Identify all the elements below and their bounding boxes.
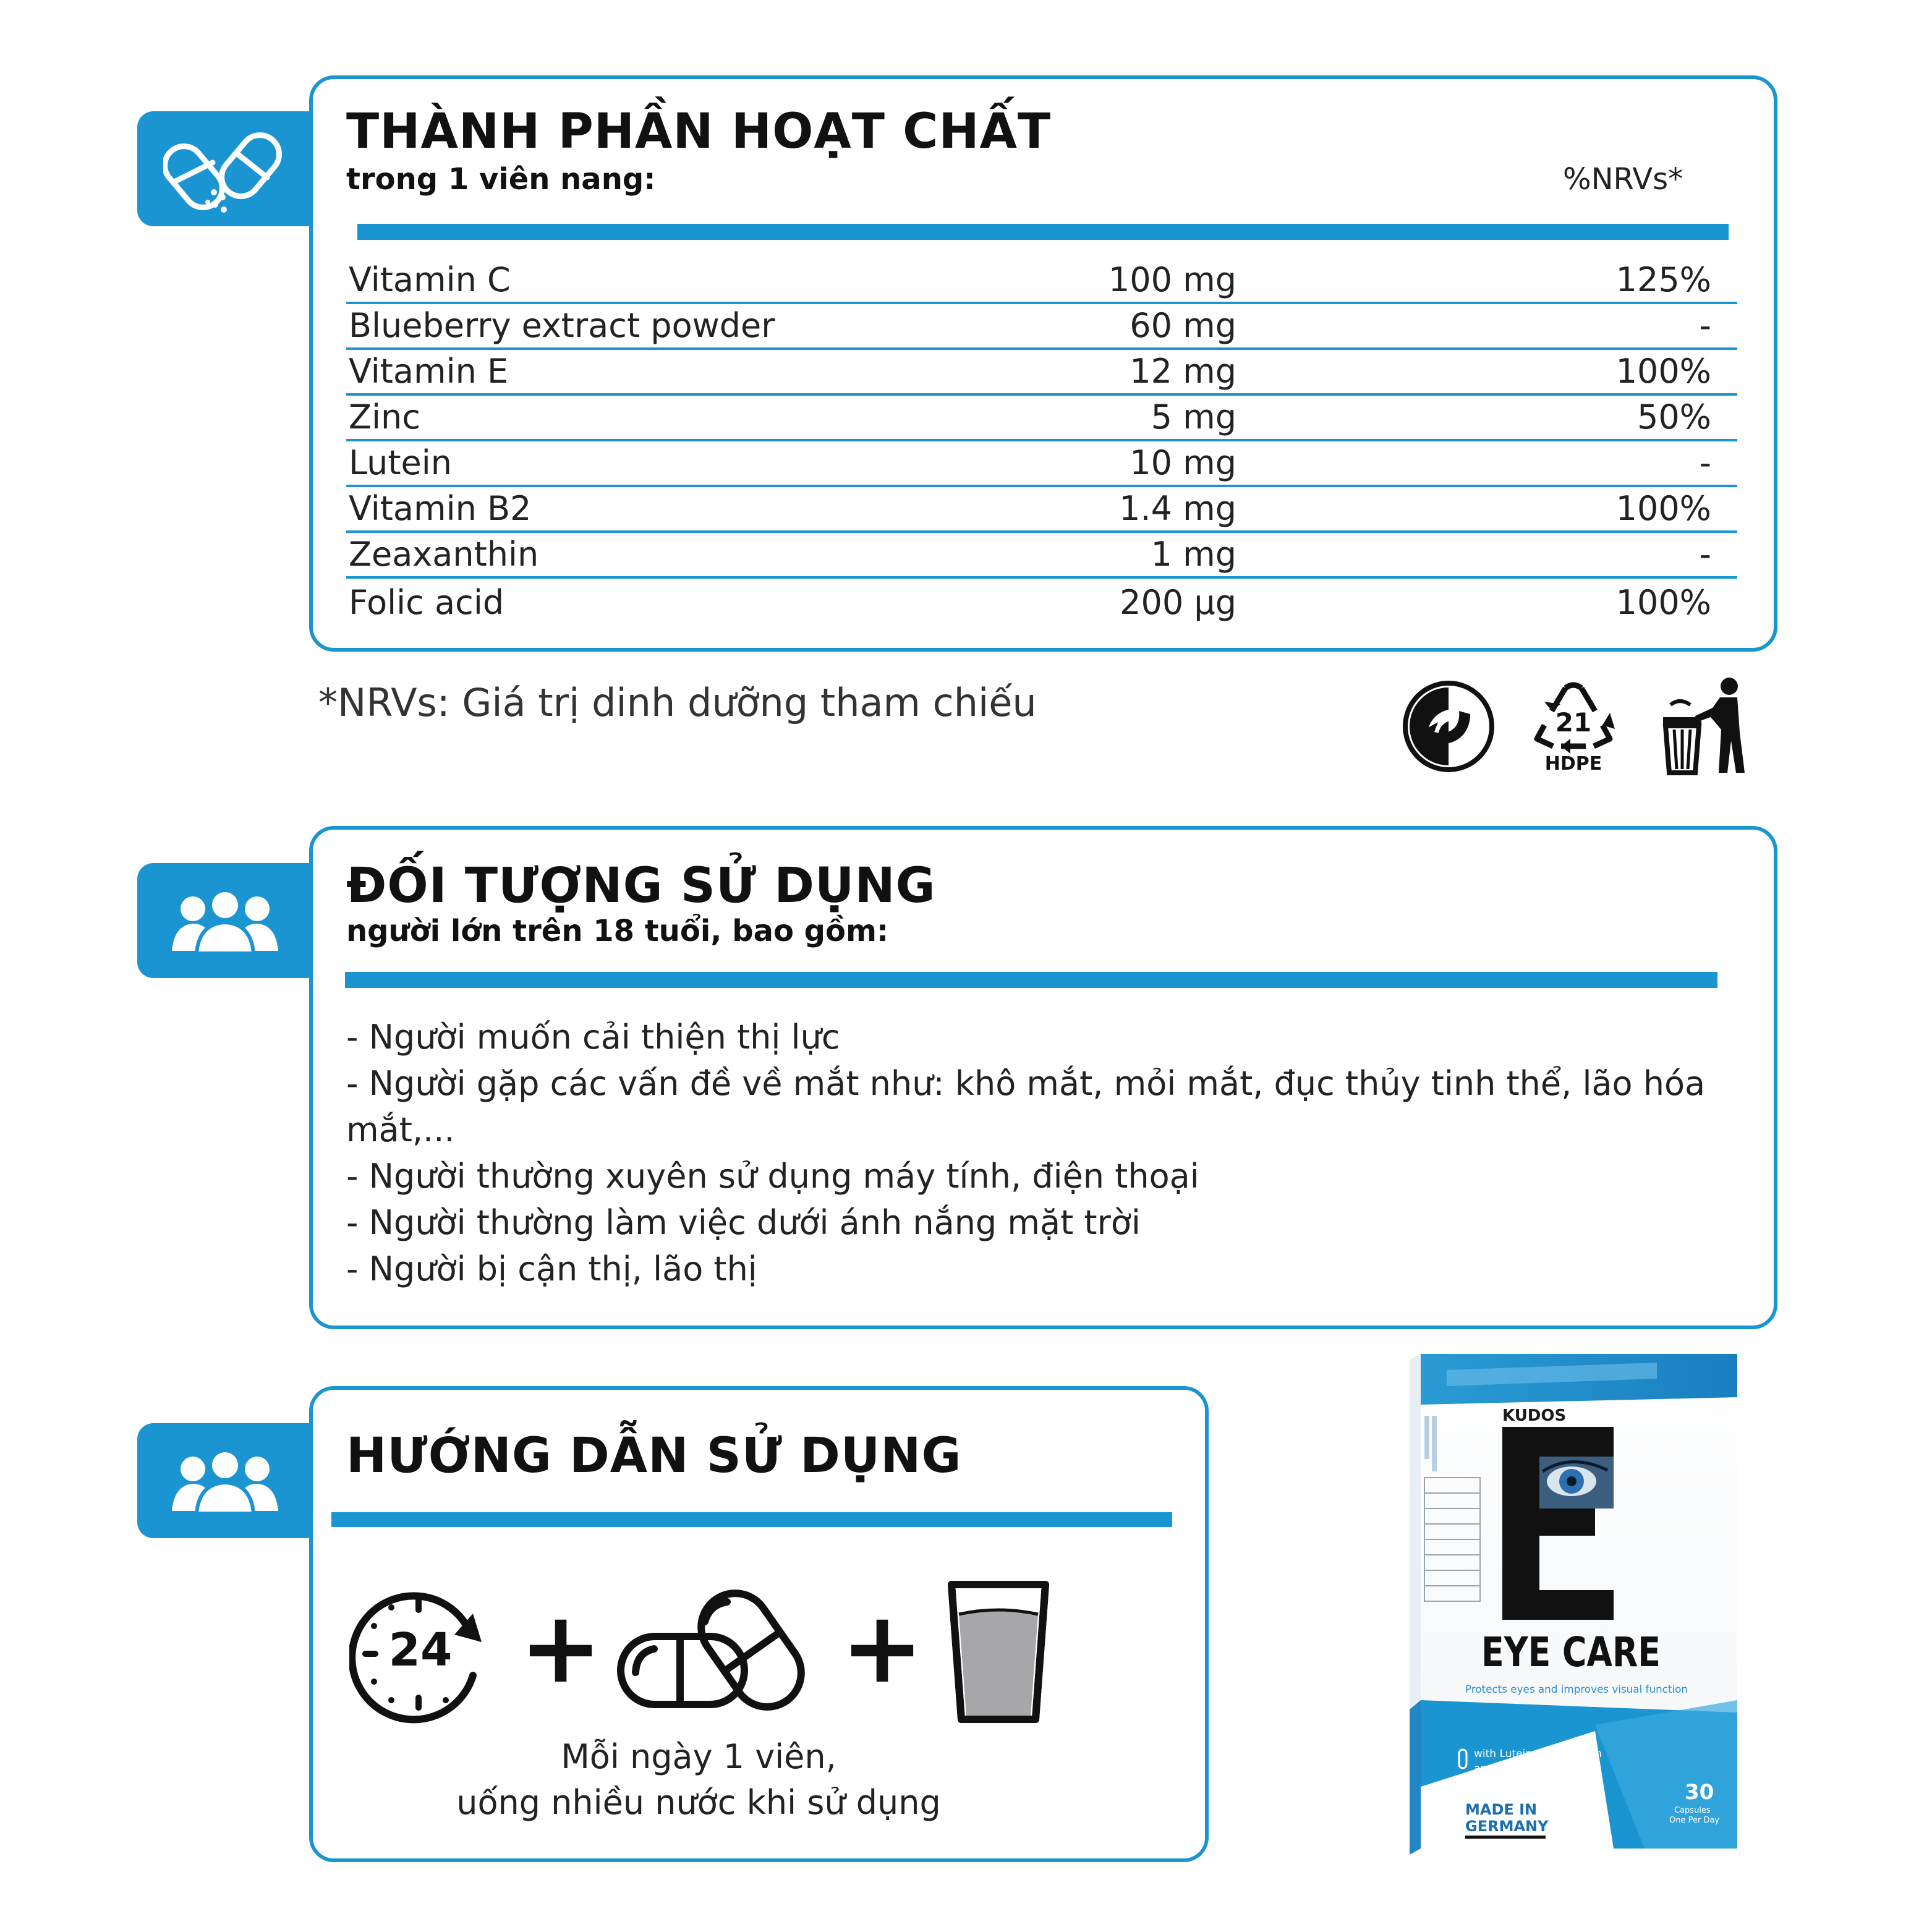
target-users-title: ĐỐI TƯỢNG SỬ DỤNG xyxy=(346,858,936,914)
ingredient-amount: 1 mg xyxy=(1151,535,1236,574)
ingredient-amount: 10 mg xyxy=(1130,443,1236,482)
ingredient-amount: 200 µg xyxy=(1120,583,1236,622)
capsule-count-line-1: Capsules xyxy=(1674,1806,1711,1815)
dose-line-2: uống nhiều nước khi sử dụng xyxy=(456,1783,941,1822)
recycle-hdpe-icon xyxy=(1527,677,1620,776)
clock-label: 24 xyxy=(388,1623,453,1677)
table-row xyxy=(346,304,1737,350)
ingredient-nrv: - xyxy=(1699,535,1711,574)
dose-line-1: Mỗi ngày 1 viên, xyxy=(561,1737,836,1776)
ingredient-name: Vitamin E xyxy=(349,352,509,391)
directions-divider xyxy=(331,1512,1172,1527)
ingredient-name: Vitamin B2 xyxy=(349,489,532,528)
table-row xyxy=(346,579,1737,624)
capsule-count-line-2: One Per Day xyxy=(1669,1816,1720,1825)
ingredient-amount: 60 mg xyxy=(1130,306,1236,345)
directions-title: HƯỚNG DẪN SỬ DỤNG xyxy=(346,1428,962,1484)
table-row xyxy=(346,487,1737,533)
clock-24h-icon xyxy=(349,1583,492,1725)
ingredient-amount: 5 mg xyxy=(1151,398,1236,436)
ingredient-nrv: 125% xyxy=(1615,260,1711,299)
recycle-material: HDPE xyxy=(1544,753,1602,775)
group-users-icon xyxy=(169,1447,281,1515)
list-item: - Người muốn cải thiện thị lực xyxy=(346,1018,840,1057)
nrv-column-header: %NRVs* xyxy=(1563,162,1683,197)
capsule-count: 30 xyxy=(1685,1780,1714,1805)
plus-sign: + xyxy=(841,1589,924,1705)
table-row xyxy=(346,533,1737,579)
water-glass-icon xyxy=(943,1573,1054,1728)
list-item: - Người thường làm việc dưới ánh nắng mặt trời xyxy=(346,1203,1141,1242)
ingredient-name: Lutein xyxy=(349,443,452,482)
ingredient-name: Zinc xyxy=(349,398,420,436)
ingredients-subtitle: trong 1 viên nang: xyxy=(346,162,656,197)
tidyman-bin-icon xyxy=(1652,674,1751,779)
ingredient-nrv: - xyxy=(1699,443,1711,482)
product-with-line-1: with Lutein , Zeaxanthin xyxy=(1474,1748,1602,1760)
ingredient-nrv: 100% xyxy=(1615,352,1711,391)
ingredients-divider xyxy=(357,224,1729,240)
ingredient-name: Blueberry extract powder xyxy=(349,306,775,345)
ingredient-nrv: 100% xyxy=(1615,583,1711,622)
plus-sign: + xyxy=(519,1589,603,1705)
ingredient-nrv: 100% xyxy=(1615,489,1711,528)
table-row xyxy=(346,258,1737,304)
made-in-line-2: GERMANY xyxy=(1465,1818,1549,1835)
ingredients-title: THÀNH PHẦN HOẠT CHẤT xyxy=(346,104,1052,160)
ingredient-nrv: 50% xyxy=(1636,398,1711,436)
ingredient-amount: 12 mg xyxy=(1130,352,1236,391)
users-tab xyxy=(137,863,313,978)
group-users-icon xyxy=(169,887,281,955)
ingredients-table xyxy=(346,258,1737,624)
product-with-line-2: and Blueberry extract xyxy=(1474,1763,1589,1775)
list-item: - Người bị cận thị, lão thị xyxy=(346,1249,757,1288)
list-item: - Người gặp các vấn đề về mắt như: khô mắt, mỏi mắt, đục thủy tinh thể, lão hóa mắt,... xyxy=(346,1064,1706,1149)
product-name: EYE CARE xyxy=(1481,1628,1661,1676)
capsule-tab xyxy=(137,111,313,226)
target-users-divider xyxy=(345,972,1717,988)
brand-logo: KUDOS xyxy=(1502,1406,1567,1425)
ingredient-amount: 100 mg xyxy=(1108,260,1236,299)
table-row xyxy=(346,441,1737,487)
capsules-icon xyxy=(612,1580,816,1722)
ingredient-amount: 1.4 mg xyxy=(1119,489,1236,528)
capsules-icon xyxy=(163,119,287,218)
made-in-line-1: MADE IN xyxy=(1465,1801,1538,1818)
recycle-code: 21 xyxy=(1555,707,1592,738)
target-users-subtitle: người lớn trên 18 tuổi, bao gồm: xyxy=(346,914,889,948)
target-users-list xyxy=(346,1014,1719,1292)
directions-tab xyxy=(137,1423,313,1538)
table-row xyxy=(346,396,1737,441)
green-dot-icon xyxy=(1402,680,1495,773)
product-tagline: Protects eyes and improves visual function xyxy=(1465,1683,1688,1696)
ingredient-nrv: - xyxy=(1699,306,1711,345)
dose-instructions xyxy=(377,1734,1020,1826)
product-box xyxy=(1410,1354,1737,1855)
ingredient-name: Vitamin C xyxy=(349,260,511,299)
ingredient-name: Folic acid xyxy=(349,583,504,622)
ingredient-name: Zeaxanthin xyxy=(349,535,539,574)
nrv-footnote: *NRVs: Giá trị dinh dưỡng tham chiếu xyxy=(318,680,1037,725)
table-row xyxy=(346,350,1737,396)
list-item: - Người thường xuyên sử dụng máy tính, điện thoại xyxy=(346,1157,1199,1196)
